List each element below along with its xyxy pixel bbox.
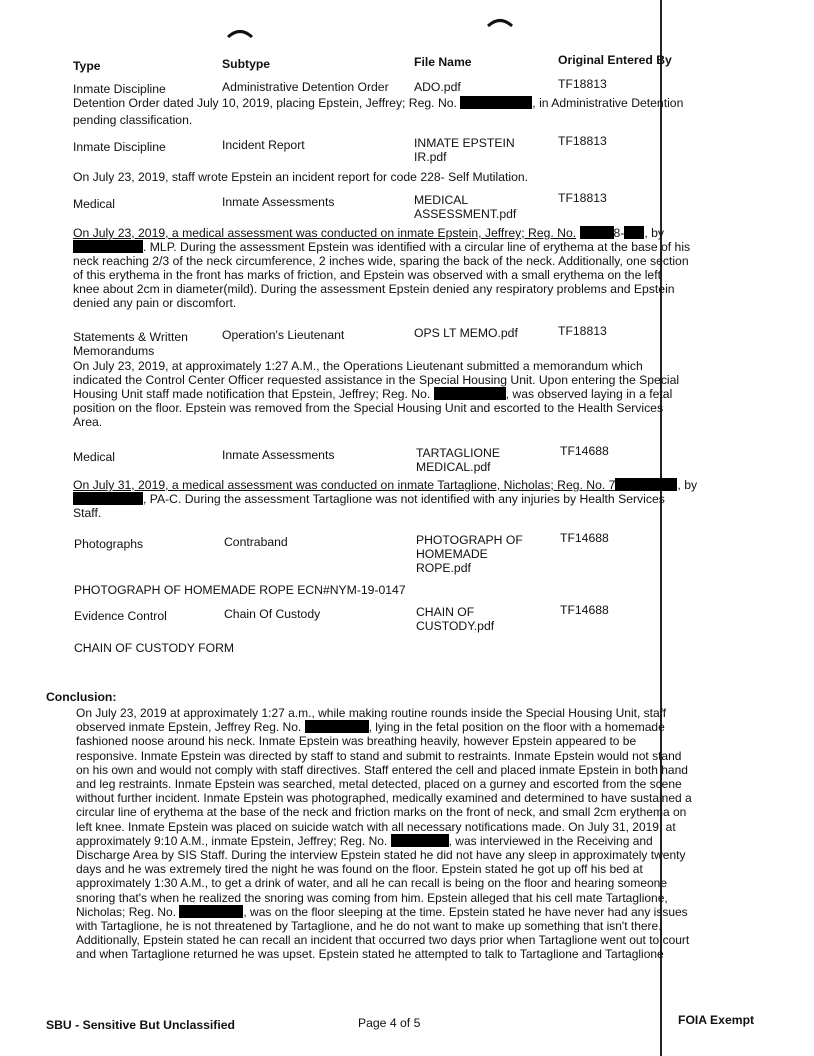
conclusion-line: with Tartaglione, he is not threatened by Tartaglione, and he do not want to make up something that isn't there. xyxy=(76,919,662,934)
row-description-cont: Staff. xyxy=(73,506,102,520)
row-file-name[interactable]: PHOTOGRAPH OF xyxy=(416,533,523,547)
conclusion-line: approximately 9:10 A.M., inmate Epstein, Jeffrey; Reg. No. , was interviewed in the Receiving and xyxy=(76,833,653,848)
redaction-block xyxy=(73,492,143,505)
row-description-cont: , PA-C. During the assessment Tartaglione was not identified with any injuries by Health Services xyxy=(73,492,665,507)
redaction-block xyxy=(179,905,243,918)
row-file-name[interactable]: ADO.pdf xyxy=(414,80,461,94)
redaction-block xyxy=(305,720,369,733)
redaction-block xyxy=(615,478,677,491)
row-subtype: Chain Of Custody xyxy=(224,607,321,621)
row-file-name-cont[interactable]: IR.pdf xyxy=(414,150,447,164)
row-subtype: Inmate Assessments xyxy=(222,195,335,209)
footer-foia-exempt: FOIA Exempt xyxy=(678,1013,755,1027)
row-description-cont: indicated the Control Center Officer requested assistance in the Special Housing Unit. Upon entering the Special xyxy=(73,373,680,387)
punch-hole-mark xyxy=(226,28,254,38)
conclusion-line: fashioned noose around his neck. Inmate Epstein was breathing heavily, however Epstein appeared to be xyxy=(76,734,637,749)
row-entered-by: TF18813 xyxy=(558,134,607,148)
row-subtype: Inmate Assessments xyxy=(222,448,335,462)
row-description-cont: . MLP. During the assessment Epstein was identified with a circular line of erythema at the base of his xyxy=(73,240,690,255)
conclusion-line: responsive. Inmate Epstein was directed by staff to stand and submit to restraints. Inmate Epstein would not stand xyxy=(76,748,682,763)
row-entered-by: TF14688 xyxy=(560,444,609,458)
conclusion-line: and when Tartaglione returned he was upset. Epstein stated he attempted to talk to Tartaglione and Tartaglione xyxy=(76,947,664,962)
row-description-cont: of this erythema in the front has marks of friction, and Epstein was observed with a small erythema on the left xyxy=(73,268,661,282)
row-type: Statements & Written xyxy=(73,330,188,344)
row-description: On July 23, 2019, at approximately 1:27 A.M., the Operations Lieutenant submitted a memorandum which xyxy=(73,359,643,373)
footer-page-number: Page 4 of 5 xyxy=(358,1016,421,1030)
conclusion-line: and leg restraints. Inmate Epstein was searched, metal detected, placed on a gurney and escorted from the scene xyxy=(76,777,682,792)
redaction-block xyxy=(624,226,644,239)
row-description: CHAIN OF CUSTODY FORM xyxy=(74,641,235,655)
row-entered-by: TF18813 xyxy=(558,324,607,338)
redaction-block xyxy=(73,240,143,253)
row-type: Inmate Discipline xyxy=(73,82,166,96)
row-file-name[interactable]: TARTAGLIONE xyxy=(416,446,500,460)
row-entered-by: TF18813 xyxy=(558,77,607,91)
conclusion-line: on his own and would not comply with staff directives. Staff entered the cell and placed inmate Epstein in both hand xyxy=(76,762,688,777)
row-entered-by: TF18813 xyxy=(558,191,607,205)
header-subtype: Subtype xyxy=(222,57,271,71)
redaction-block xyxy=(580,226,614,239)
row-type: Evidence Control xyxy=(74,609,167,623)
row-subtype: Administrative Detention Order xyxy=(222,80,389,94)
row-description-cont: denied any pain or discomfort. xyxy=(73,296,237,310)
conclusion-line: Discharge Area by SIS Staff. During the interview Epstein stated he did not have any sleep in approximately twenty xyxy=(76,848,686,863)
row-file-name-cont[interactable]: CUSTODY.pdf xyxy=(416,619,495,633)
row-file-name-cont[interactable]: HOMEMADE xyxy=(416,547,488,561)
row-file-name[interactable]: CHAIN OF xyxy=(416,605,475,619)
row-description-cont: pending classification. xyxy=(73,113,193,127)
row-file-name[interactable]: INMATE EPSTEIN xyxy=(414,136,515,150)
footer-classification: SBU - Sensitive But Unclassified xyxy=(46,1018,235,1032)
conclusion-body xyxy=(76,706,776,962)
row-description: Detention Order dated July 10, 2019, placing Epstein, Jeffrey; Reg. No. , in Administrative Detention xyxy=(73,96,684,110)
row-entered-by: TF14688 xyxy=(560,603,609,617)
conclusion-line: Nicholas; Reg. No. , was on the floor sleeping at the time. Epstein stated he have never had any issues xyxy=(76,904,688,919)
row-file-name-cont[interactable]: ROPE.pdf xyxy=(416,561,471,575)
conclusion-line: without further incident. Inmate Epstein was photographed, medically examined and determined to have sustained a xyxy=(76,791,692,806)
row-description-cont: neck reaching 2/3 of the neck circumference, 2 inches wide, sparing the back of the neck. Additionally, one section xyxy=(73,254,689,268)
conclusion-line: days and he was extremely tired the night he was found on the floor. Epstein stated he got up off his bed at xyxy=(76,862,643,877)
row-type: Inmate Discipline xyxy=(73,140,166,154)
row-subtype: Contraband xyxy=(224,535,288,549)
redaction-block xyxy=(434,387,506,400)
conclusion-line: left knee. Inmate Epstein was placed on suicide watch with all necessary notifications made. On July 31, 2019, at xyxy=(76,819,676,834)
row-file-name-cont[interactable]: ASSESSMENT.pdf xyxy=(414,207,517,221)
conclusion-line: approximately 1:30 A.M., to get a drink of water, and all he can recall is being on the floor and hearing someone xyxy=(76,876,668,891)
row-description: On July 31, 2019, a medical assessment was conducted on inmate Tartaglione, Nicholas; Reg. No. 7 , by xyxy=(73,478,698,492)
header-type: Type xyxy=(73,59,101,73)
header-entered-by: Original Entered By xyxy=(558,53,672,67)
row-type: Medical xyxy=(73,197,115,211)
row-description: PHOTOGRAPH OF HOMEMADE ROPE ECN#NYM-19-0147 xyxy=(74,583,406,597)
row-description-cont: Area. xyxy=(73,415,103,429)
row-file-name[interactable]: OPS LT MEMO.pdf xyxy=(414,326,518,340)
row-entered-by: TF14688 xyxy=(560,531,609,545)
punch-hole-mark xyxy=(486,17,514,27)
row-description-cont: Housing Unit staff made notification that Epstein, Jeffrey; Reg. No. , was observed laying in a fetal xyxy=(73,387,673,401)
row-type: Photographs xyxy=(74,537,144,551)
row-description: On July 23, 2019, staff wrote Epstein an incident report for code 228- Self Mutilation. xyxy=(73,170,529,184)
row-type: Medical xyxy=(73,450,115,464)
row-file-name[interactable]: MEDICAL xyxy=(414,193,469,207)
conclusion-line: snoring that's when he realized the snoring was coming from him. Epstein alleged that his cell mate Tartaglione, xyxy=(76,890,668,905)
row-file-name-cont[interactable]: MEDICAL.pdf xyxy=(416,460,491,474)
row-description-cont: knee about 2cm in diameter(mild). During the assessment Epstein denied any respiratory problems and Epstein xyxy=(73,282,675,296)
conclusion-line: On July 23, 2019 at approximately 1:27 a.m., while making routine rounds inside the Special Housing Unit, staff xyxy=(76,706,667,720)
row-subtype: Incident Report xyxy=(222,138,305,152)
row-subtype: Operation's Lieutenant xyxy=(222,328,345,342)
row-description: On July 23, 2019, a medical assessment was conducted on inmate Epstein, Jeffrey; Reg. No. 8- , by xyxy=(73,226,665,240)
row-description-cont: position on the floor. Epstein was removed from the Special Housing Unit and escorted to the Health Services xyxy=(73,401,664,415)
header-file-name: File Name xyxy=(414,55,472,69)
conclusion-line: circular line of erythema at the base of the neck and friction marks on the front of neck, and small 2cm erythema on xyxy=(76,805,687,820)
redaction-block xyxy=(460,96,532,109)
row-type-cont: Memorandums xyxy=(73,344,155,358)
conclusion-line: Additionally, Epstein stated he can recall an incident that occurred two days prior when Tartaglione went out to court xyxy=(76,933,690,948)
redaction-block xyxy=(391,834,449,847)
conclusion-line: observed inmate Epstein, Jeffrey Reg. No. , lying in the fetal position on the floor with a homemade xyxy=(76,720,665,735)
conclusion-heading: Conclusion: xyxy=(46,690,117,704)
